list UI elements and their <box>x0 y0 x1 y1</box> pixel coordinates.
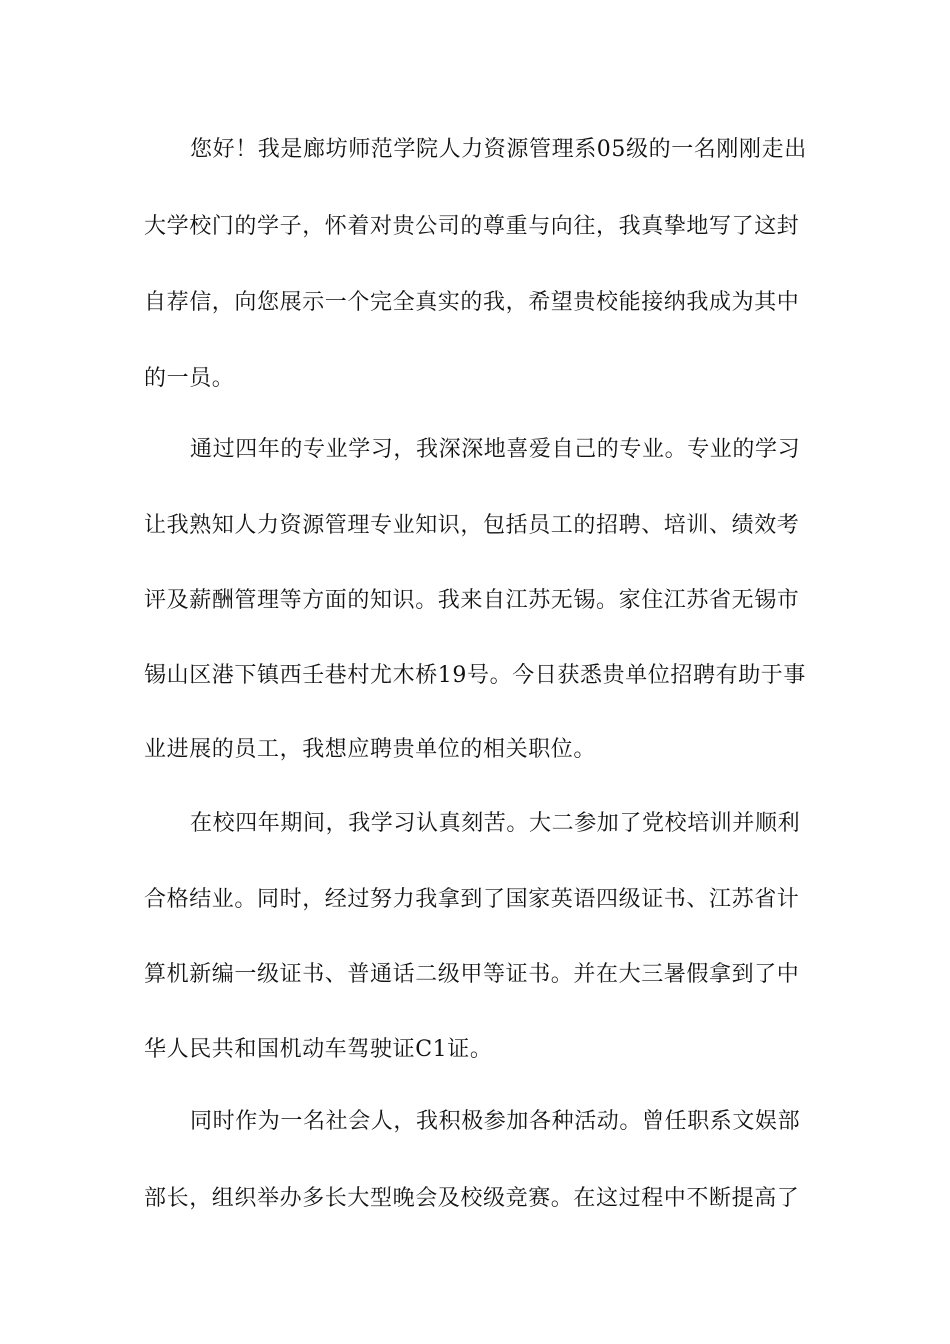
paragraph-2-line-2: 让我熟知人力资源管理专业知识，包括员工的招聘、培训、绩效考 <box>144 513 800 538</box>
paragraph-1-line-1: 您好！我是廊坊师范学院人力资源管理系05级的一名刚刚走出 <box>190 137 807 162</box>
paragraph-1-line-2: 大学校门的学子，怀着对贵公司的尊重与向往，我真挚地写了这封 <box>144 214 800 239</box>
paragraph-3-line-4: 华人民共和国机动车驾驶证C1证。 <box>144 1037 493 1062</box>
paragraph-4-line-1: 同时作为一名社会人，我积极参加各种活动。曾任职系文娱部 <box>190 1109 801 1134</box>
paragraph-2-line-5: 业进展的员工，我想应聘贵单位的相关职位。 <box>144 737 597 762</box>
paragraph-4-line-2: 部长，组织举办多长大型晚会及校级竞赛。在这过程中不断提高了 <box>144 1186 800 1211</box>
paragraph-3-line-3: 算机新编一级证书、普通话二级甲等证书。并在大三暑假拿到了中 <box>144 962 800 987</box>
paragraph-3-line-1: 在校四年期间，我学习认真刻苦。大二参加了党校培训并顺利 <box>190 811 801 836</box>
paragraph-3-line-2: 合格结业。同时，经过努力我拿到了国家英语四级证书、江苏省计 <box>144 887 800 912</box>
paragraph-1-line-4: 的一员。 <box>144 366 235 391</box>
paragraph-2-line-4: 锡山区港下镇西壬巷村尤木桥19号。今日获悉贵单位招聘有助于事 <box>144 663 806 688</box>
paragraph-2-line-3: 评及薪酬管理等方面的知识。我来自江苏无锡。家住江苏省无锡市 <box>144 588 800 613</box>
paragraph-2-line-1: 通过四年的专业学习，我深深地喜爱自己的专业。专业的学习 <box>190 437 801 462</box>
paragraph-1-line-3: 自荐信，向您展示一个完全真实的我，希望贵校能接纳我成为其中 <box>144 290 800 315</box>
